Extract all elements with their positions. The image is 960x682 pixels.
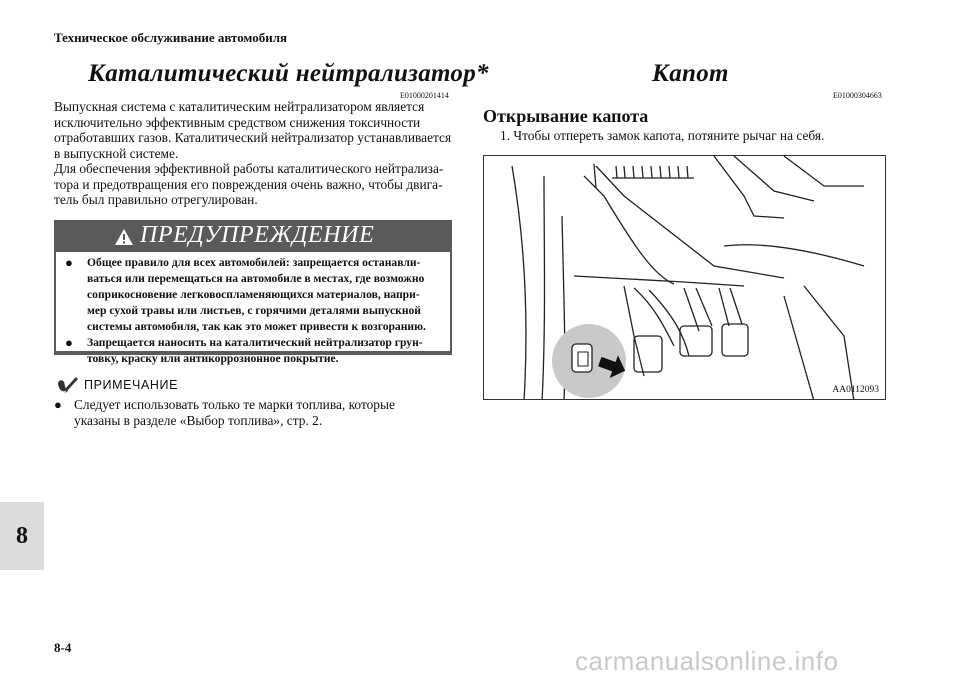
text-line: в выпускной системе. (54, 146, 179, 162)
bullet: ● (65, 335, 73, 350)
note-label: ПРИМЕЧАНИЕ (84, 378, 179, 392)
warning-title: ПРЕДУПРЕЖДЕНИЕ (140, 222, 375, 248)
section-code-catalytic: E01000201414 (400, 91, 449, 100)
warning-body (56, 252, 450, 365)
text-line: соприкосновение легковоспламеняющихся материалов, напри- (87, 288, 420, 301)
text-line: Для обеспечения эффективной работы каталитического нейтрализа- (54, 161, 444, 176)
text-line: системы автомобиля, так как это может привести к возгоранию. (87, 320, 426, 333)
page-number: 8-4 (54, 640, 72, 655)
text-line: мер сухой травы или листьев, с горячими деталями выпускной (87, 304, 421, 317)
note-item (54, 397, 474, 428)
text-line: указаны в разделе «Выбор топлива», стр. 2. (74, 412, 323, 428)
bullet: ● (54, 397, 62, 412)
step-instruction: 1. Чтобы отпереть замок капота, потяните рычаг на себя. (500, 128, 825, 143)
subsection-title: Открывание капота (483, 106, 649, 126)
text-line: Следует использовать только те марки топлива, которые (74, 397, 395, 412)
text-line: ваться или перемещаться на автомобиле в местах, где возможно (87, 272, 425, 285)
text-line: Общее правило для всех автомобилей: запрещается останавли- (87, 256, 421, 269)
warning-item (65, 255, 444, 335)
warning-box (54, 220, 452, 365)
text-line: отработавших газов. Каталитический нейтрализатор устанавливается (54, 130, 452, 146)
note-pen-icon (56, 375, 80, 395)
text-line: товку, краску или антикоррозионное покрытие. (87, 352, 339, 365)
warning-triangle-icon (114, 228, 134, 246)
catalytic-paragraph-2 (54, 161, 454, 208)
text-line: тель был правильно отрегулирован. (54, 192, 258, 208)
bullet: ● (65, 255, 73, 270)
section-title-catalytic: Каталитический нейтрализатор* (88, 60, 489, 87)
text-line: Выпускная система с каталитическим нейтрализатором является (54, 99, 425, 114)
text-line: исключительно эффективным средством снижения токсичности (54, 114, 421, 130)
text-line: тора и предотвращения его повреждения очень важно, чтобы двига- (54, 176, 443, 192)
section-code-hood: E01000304663 (833, 91, 882, 100)
section-title-hood: Капот (652, 60, 729, 87)
warning-item (65, 335, 444, 367)
text-line: Запрещается наносить на каталитический нейтрализатор грун- (87, 336, 423, 349)
figure-code: AA0112093 (832, 385, 879, 395)
running-head: Техническое обслуживание автомобиля (54, 30, 288, 45)
hood-release-illustration (484, 156, 886, 400)
watermark: carmanualsonline.info (575, 646, 839, 676)
hood-release-figure (483, 155, 886, 400)
catalytic-paragraph-1 (54, 99, 454, 162)
chapter-tab[interactable]: 8 (0, 502, 44, 570)
warning-header (56, 222, 450, 252)
